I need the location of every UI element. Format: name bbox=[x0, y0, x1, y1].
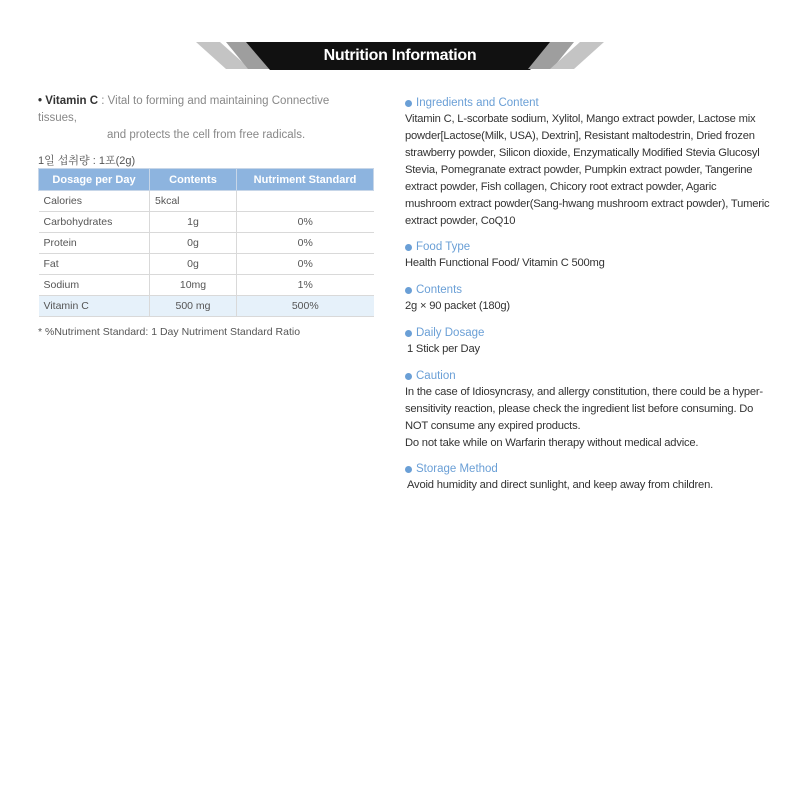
row-standard: 0% bbox=[237, 254, 374, 275]
row-standard: 1% bbox=[237, 275, 374, 296]
page-title: Nutrition Information bbox=[323, 47, 477, 64]
bullet-dot-icon bbox=[405, 287, 412, 294]
row-contents: 0g bbox=[150, 254, 237, 275]
section-body: Health Functional Food/ Vitamin C 500mg bbox=[405, 257, 605, 269]
row-label: Sodium bbox=[39, 275, 150, 296]
vitamin-c-note bbox=[38, 93, 368, 144]
table-row bbox=[39, 254, 374, 275]
section-heading: Ingredients and Content bbox=[416, 97, 539, 109]
table-row bbox=[39, 191, 374, 212]
section-body-warfarin: Do not take while on Warfarin therapy without medical advice. bbox=[405, 437, 699, 449]
serving-size: 1일 섭취량 : 1포(2g) bbox=[38, 155, 136, 167]
row-label: Fat bbox=[39, 254, 150, 275]
section-contents bbox=[405, 282, 770, 315]
table-row bbox=[39, 275, 374, 296]
bullet-dot-icon bbox=[405, 466, 412, 473]
section-body: In the case of Idiosyncrasy, and allergy constitution, there could be a hyper-sensitivity reaction, please check the ingredient list before consuming. Do NOT consume any expired products. bbox=[405, 386, 763, 432]
section-ingredients bbox=[405, 95, 770, 230]
row-standard: 500% bbox=[237, 296, 374, 317]
col-header-dosage: Dosage per Day bbox=[39, 169, 150, 191]
note-line-2: and protects the cell from free radicals. bbox=[107, 129, 306, 141]
row-standard: 0% bbox=[237, 233, 374, 254]
row-label: Calories bbox=[39, 191, 150, 212]
bullet-dot-icon bbox=[405, 330, 412, 337]
note-term: Vitamin C bbox=[45, 95, 99, 107]
row-contents: 5kcal bbox=[150, 191, 237, 212]
nutrition-table bbox=[38, 168, 374, 317]
section-body: 2g × 90 packet (180g) bbox=[405, 300, 510, 312]
col-header-standard: Nutriment Standard bbox=[237, 169, 374, 191]
section-body: Vitamin C, L-scorbate sodium, Xylitol, Mango extract powder, Lactose mix powder[Lactose(Milk, USA), Dextrin], Resistant maltodestrin, Dried frozen strawberry powder, Silicon dioxide, Enzymatically Modified Stevia Glucosyl Stevia, Pomegranate extract powder, Pumpkin extract powder, Tangerine extract powder, Fish collagen, Chicory root extract powder, Agaric mushroom extract powder(Sang-hwang mushroom extract powder), Tumeric extract powder, CoQ10 bbox=[405, 113, 770, 227]
section-body: Avoid humidity and direct sunlight, and keep away from children. bbox=[407, 479, 714, 491]
bullet-dot-icon bbox=[405, 100, 412, 107]
table-row bbox=[39, 233, 374, 254]
section-storage bbox=[405, 461, 770, 494]
row-contents: 0g bbox=[150, 233, 237, 254]
row-standard: 0% bbox=[237, 212, 374, 233]
row-standard bbox=[237, 191, 374, 212]
bullet-dot-icon bbox=[405, 373, 412, 380]
section-heading: Contents bbox=[416, 284, 463, 296]
row-contents: 10mg bbox=[150, 275, 237, 296]
section-heading: Storage Method bbox=[416, 463, 498, 475]
section-caution bbox=[405, 368, 770, 452]
row-label: Carbohydrates bbox=[39, 212, 150, 233]
row-label: Protein bbox=[39, 233, 150, 254]
bullet-dot-icon bbox=[405, 244, 412, 251]
section-heading: Daily Dosage bbox=[416, 327, 485, 339]
col-header-contents: Contents bbox=[150, 169, 237, 191]
row-contents: 500 mg bbox=[150, 296, 237, 317]
note-bullet: • bbox=[38, 95, 43, 107]
section-daily-dosage bbox=[405, 325, 770, 358]
section-body: 1 Stick per Day bbox=[407, 343, 480, 355]
section-heading: Caution bbox=[416, 370, 456, 382]
section-heading: Food Type bbox=[416, 241, 471, 253]
header-banner bbox=[0, 0, 800, 80]
table-header-row bbox=[39, 169, 374, 191]
table-row bbox=[39, 212, 374, 233]
section-food-type bbox=[405, 239, 770, 272]
table-footnote: * %Nutriment Standard: 1 Day Nutriment Standard Ratio bbox=[38, 326, 301, 338]
row-contents: 1g bbox=[150, 212, 237, 233]
table-row-highlighted bbox=[39, 296, 374, 317]
note-line-1: Vital to forming and maintaining Connective tissues, bbox=[38, 95, 330, 124]
note-separator: : bbox=[101, 95, 105, 107]
row-label: Vitamin C bbox=[39, 296, 150, 317]
